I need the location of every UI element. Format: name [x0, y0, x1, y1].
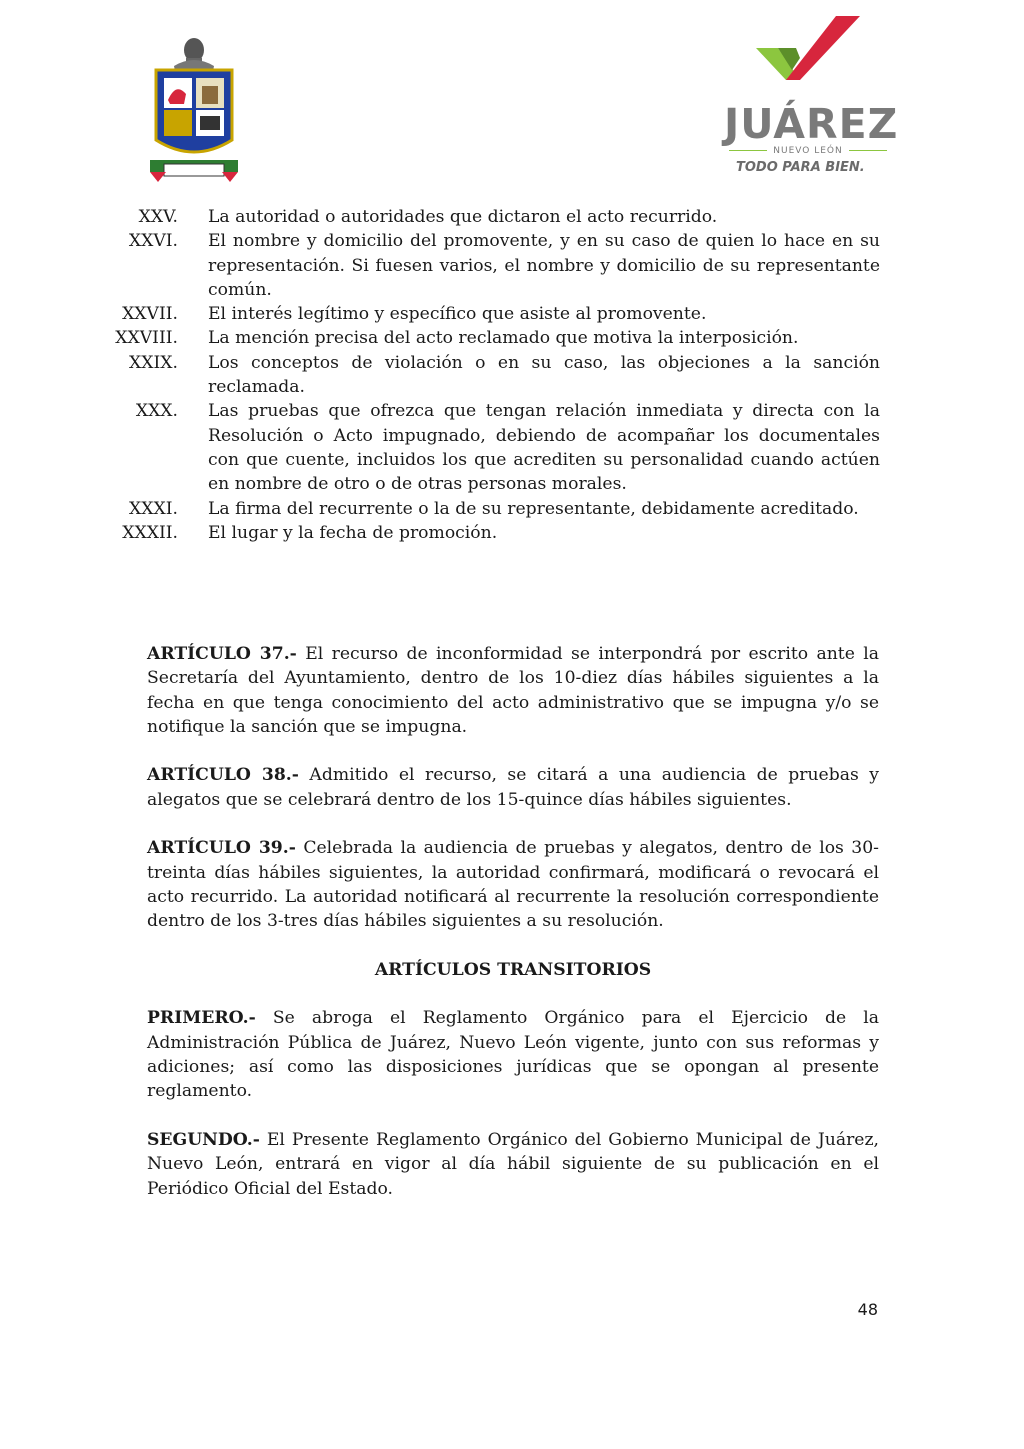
fraction-text: Las pruebas que ofrezca que tengan relación inmediata y directa con la Resolución o Acto impugnado, debiendo de acompañar los documentales con que cuente, incluidos los que acrediten su personalidad cuando actúen en nombre de otro o de otras personas morales.: [208, 401, 880, 495]
transitorio-text: Se abroga el Reglamento Orgánico para el Ejercicio de la Administración Pública de Juárez, Nuevo León vigente, junto con sus reformas y adiciones; así como las disposiciones jurídicas que se opongan al presente reglamento.: [147, 1008, 879, 1102]
brand-name: JUÁREZ: [724, 100, 899, 148]
fraction-text: La autoridad o autoridades que dictaron el acto recurrido.: [208, 207, 718, 227]
article-text: El recurso de inconformidad se interpondrá por escrito ante la Secretaría del Ayuntamiento, dentro de los 10-diez días hábiles siguientes a la fecha en que tenga conocimiento del acto administrativo que se impugna y/o se notifique la sanción que se impugna.: [147, 644, 879, 737]
fraction-text: El lugar y la fecha de promoción.: [208, 522, 498, 543]
list-item: [100, 521, 880, 545]
article-label: ARTÍCULO 38.-: [147, 765, 299, 786]
fraction-text: La mención precisa del acto reclamado que motiva la interposición.: [208, 328, 799, 349]
article-38: [147, 763, 879, 812]
article-label: ARTÍCULO 39.-: [147, 838, 296, 859]
fraction-number: XXXII.: [122, 522, 178, 543]
list-item: [100, 326, 880, 350]
fraction-number: XXVII.: [122, 304, 178, 325]
article-text: Admitido el recurso, se citará a una audiencia de pruebas y alegatos que se celebrará dentro de los 15-quince días hábiles siguientes.: [147, 765, 879, 810]
page-number: 48: [857, 1300, 878, 1319]
transitorio-label: SEGUNDO.-: [147, 1129, 260, 1150]
fraction-text: Los conceptos de violación o en su caso, las objeciones a la sanción reclamada.: [208, 352, 880, 398]
list-item: [100, 497, 880, 521]
fraction-number: XXV.: [138, 207, 178, 227]
brand-state: NUEVO LEÓN: [716, 146, 900, 156]
fraction-text: El interés legítimo y específico que asiste al promovente.: [208, 304, 707, 325]
transitorios-heading: ARTÍCULOS TRANSITORIOS: [374, 959, 652, 980]
list-item: [100, 351, 880, 400]
fraction-number: XXX.: [135, 401, 178, 422]
fraction-text: El nombre y domicilio del promovente, y en su caso de quien lo hace en su representación. Si fuesen varios, el nombre y domicilio de su representante común.: [208, 231, 880, 300]
fraction-number: XXVIII.: [115, 328, 178, 349]
page-header: [0, 0, 1024, 200]
article-39: [147, 836, 879, 933]
juarez-brand-logo: [716, 14, 900, 176]
document-body: [147, 642, 879, 1225]
fraction-number: XXVI.: [128, 231, 178, 252]
article-label: ARTÍCULO 37.-: [147, 644, 297, 664]
transitorio-primero: [147, 1006, 879, 1103]
checkmark-logo-icon: [756, 14, 866, 84]
municipal-coat-of-arms-icon: [146, 36, 242, 186]
fractions-list: [100, 205, 880, 545]
transitorio-text: El Presente Reglamento Orgánico del Gobierno Municipal de Juárez, Nuevo León, entrará en vigor al día hábil siguiente de su publicación en el Periódico Oficial del Estado.: [147, 1129, 879, 1199]
list-item: [100, 205, 880, 229]
list-item: [100, 399, 880, 496]
transitorio-label: PRIMERO.-: [147, 1008, 256, 1029]
fraction-text: La firma del recurrente o la de su representante, debidamente acreditado.: [208, 498, 859, 519]
brand-slogan: TODO PARA BIEN.: [736, 160, 865, 175]
list-item: [100, 229, 880, 302]
article-text: Celebrada la audiencia de pruebas y alegatos, dentro de los 30-treinta días hábiles siguientes, la autoridad confirmará, modificará o revocará el acto recurrido. La autoridad notificará al recurrente la resolución correspondiente dentro de los 3-tres días hábiles siguientes a su resolución.: [147, 838, 879, 932]
article-37: [147, 642, 879, 739]
list-item: [100, 302, 880, 326]
fraction-number: XXXI.: [129, 498, 178, 519]
fraction-number: XXIX.: [129, 352, 178, 373]
transitorio-segundo: [147, 1128, 879, 1201]
